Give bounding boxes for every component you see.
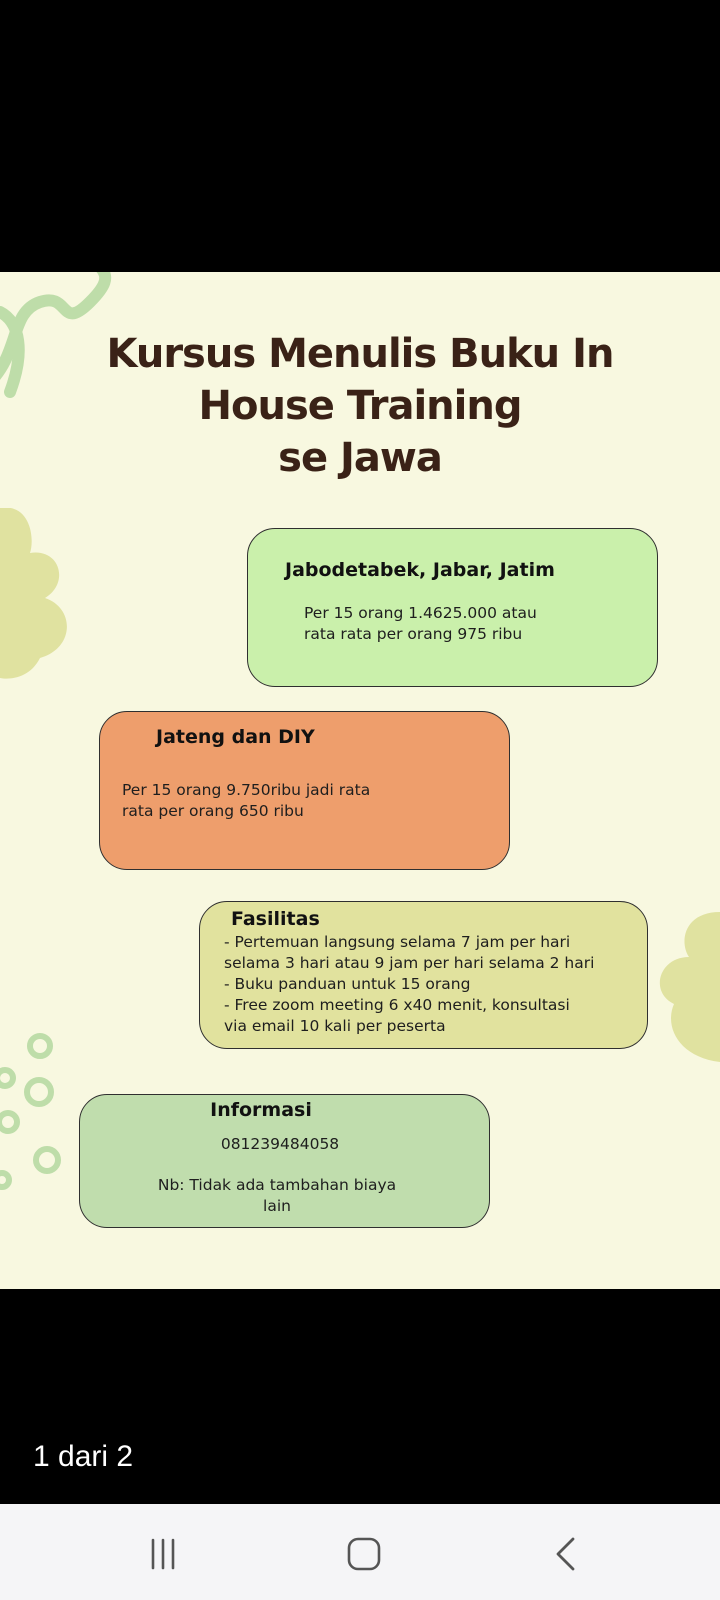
card-line: via email 10 kali per peserta	[224, 1017, 446, 1035]
recent-apps-button[interactable]	[133, 1534, 193, 1574]
card-line: rata rata per orang 975 ribu	[304, 625, 523, 643]
card-body	[122, 780, 370, 822]
poster-title-line: House Training	[198, 383, 522, 429]
card-jabodetabek	[247, 528, 658, 687]
card-title: Fasilitas	[231, 908, 320, 930]
decorative-blob-left	[0, 508, 80, 688]
decorative-bubbles-left	[0, 1030, 70, 1190]
back-button[interactable]	[536, 1534, 596, 1574]
card-line: - Pertemuan langsung selama 7 jam per hari	[224, 933, 571, 951]
card-informasi	[79, 1094, 490, 1228]
card-line: Per 15 orang 9.750ribu jadi rata	[122, 781, 371, 799]
info-note: Nb: Tidak ada tambahan biaya lain	[157, 1176, 397, 1215]
card-jateng-diy	[99, 711, 510, 870]
home-button[interactable]	[334, 1534, 394, 1574]
recent-apps-icon	[146, 1537, 180, 1571]
card-body	[224, 932, 594, 1037]
card-fasilitas	[199, 901, 648, 1049]
home-icon	[346, 1536, 382, 1572]
card-title: Informasi	[210, 1099, 312, 1121]
card-title: Jateng dan DIY	[156, 726, 315, 748]
contact-phone: 081239484058	[220, 1135, 340, 1153]
poster-image	[0, 272, 720, 1289]
card-title: Jabodetabek, Jabar, Jatim	[285, 559, 555, 581]
card-body	[304, 603, 537, 645]
card-line: - Buku panduan untuk 15 orang	[224, 975, 471, 993]
back-icon	[551, 1536, 581, 1572]
poster-title-line: se Jawa	[278, 435, 442, 481]
card-line: - Free zoom meeting 6 x40 menit, konsultasi	[224, 996, 570, 1014]
page-indicator: 1 dari 2	[33, 1440, 134, 1473]
card-line: Per 15 orang 1.4625.000 atau	[304, 604, 537, 622]
poster-title	[60, 328, 660, 484]
poster-title-line: Kursus Menulis Buku In	[106, 331, 614, 377]
decorative-blob-right	[654, 912, 720, 1072]
card-line: selama 3 hari atau 9 jam per hari selama 2 hari	[224, 954, 595, 972]
card-line: rata per orang 650 ribu	[122, 802, 304, 820]
system-navigation-bar	[0, 1504, 720, 1600]
